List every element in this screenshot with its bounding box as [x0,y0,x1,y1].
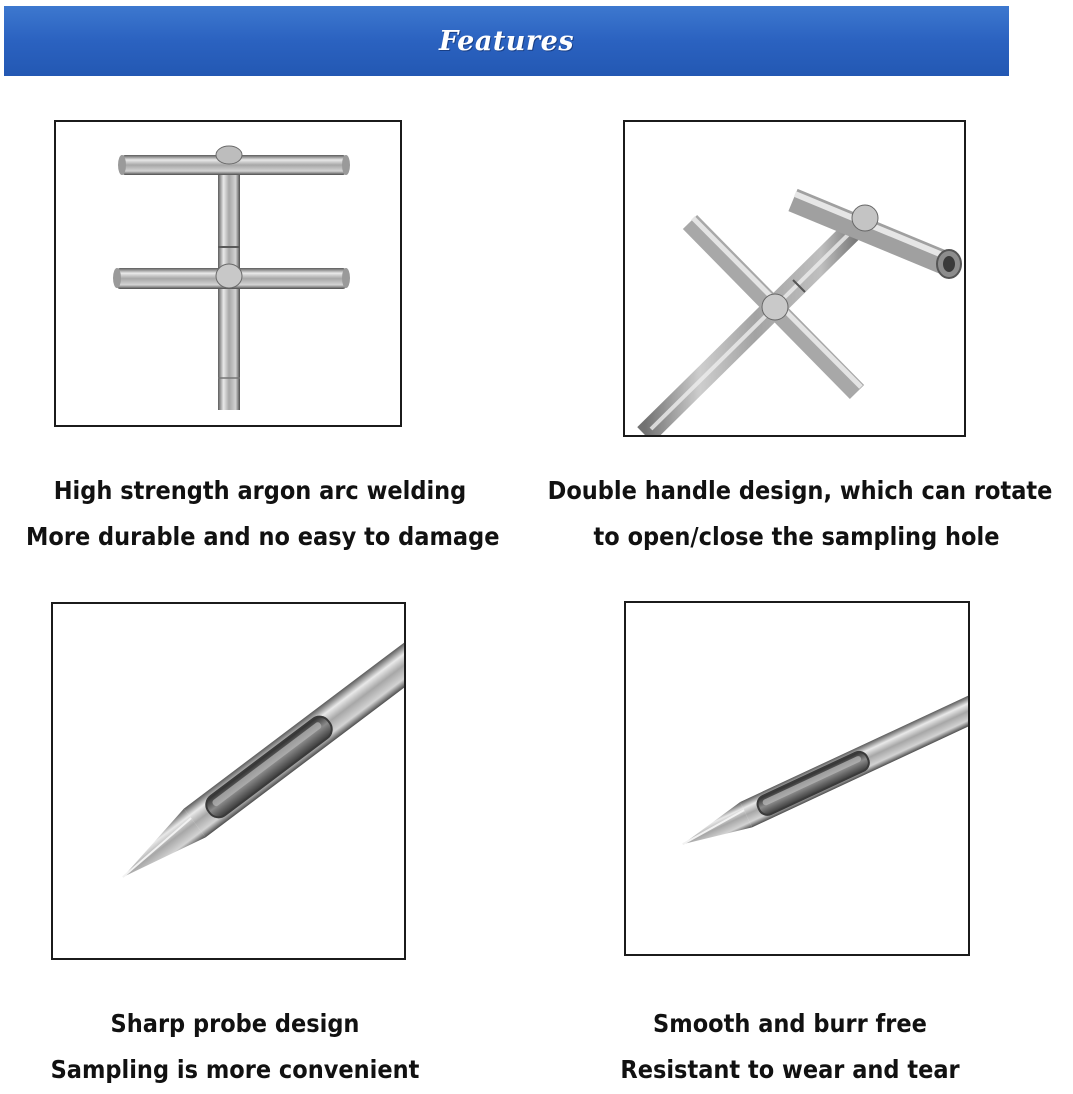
feature-image-double-handle [623,120,966,437]
caption-smooth-probe-line1: Smooth and burr free [653,1009,927,1038]
feature-image-welding [54,120,402,427]
caption-smooth-probe [565,1001,1015,1093]
caption-double-handle-line1: Double handle design, which can rotate [547,476,1053,505]
sharp-probe-illustration [53,604,404,958]
caption-welding-line1: High strength argon arc welding [53,476,467,505]
caption-sharp-probe-line2: Sampling is more convenient [50,1055,420,1084]
t-handle-illustration [56,122,400,425]
caption-double-handle [547,468,1053,560]
caption-sharp-probe-line1: Sharp probe design [110,1009,360,1038]
caption-sharp-probe [24,1001,447,1093]
banner-title: Features [438,25,575,57]
double-handle-illustration [625,122,964,435]
caption-welding-line2: More durable and no easy to damage [26,522,500,551]
smooth-probe-illustration [626,603,968,954]
feature-image-sharp-probe [51,602,406,960]
caption-double-handle-line2: to open/close the sampling hole [593,522,1000,551]
feature-image-smooth-probe [624,601,970,956]
caption-smooth-probe-line2: Resistant to wear and tear [620,1055,960,1084]
features-banner [4,6,1009,76]
caption-welding [26,468,500,560]
